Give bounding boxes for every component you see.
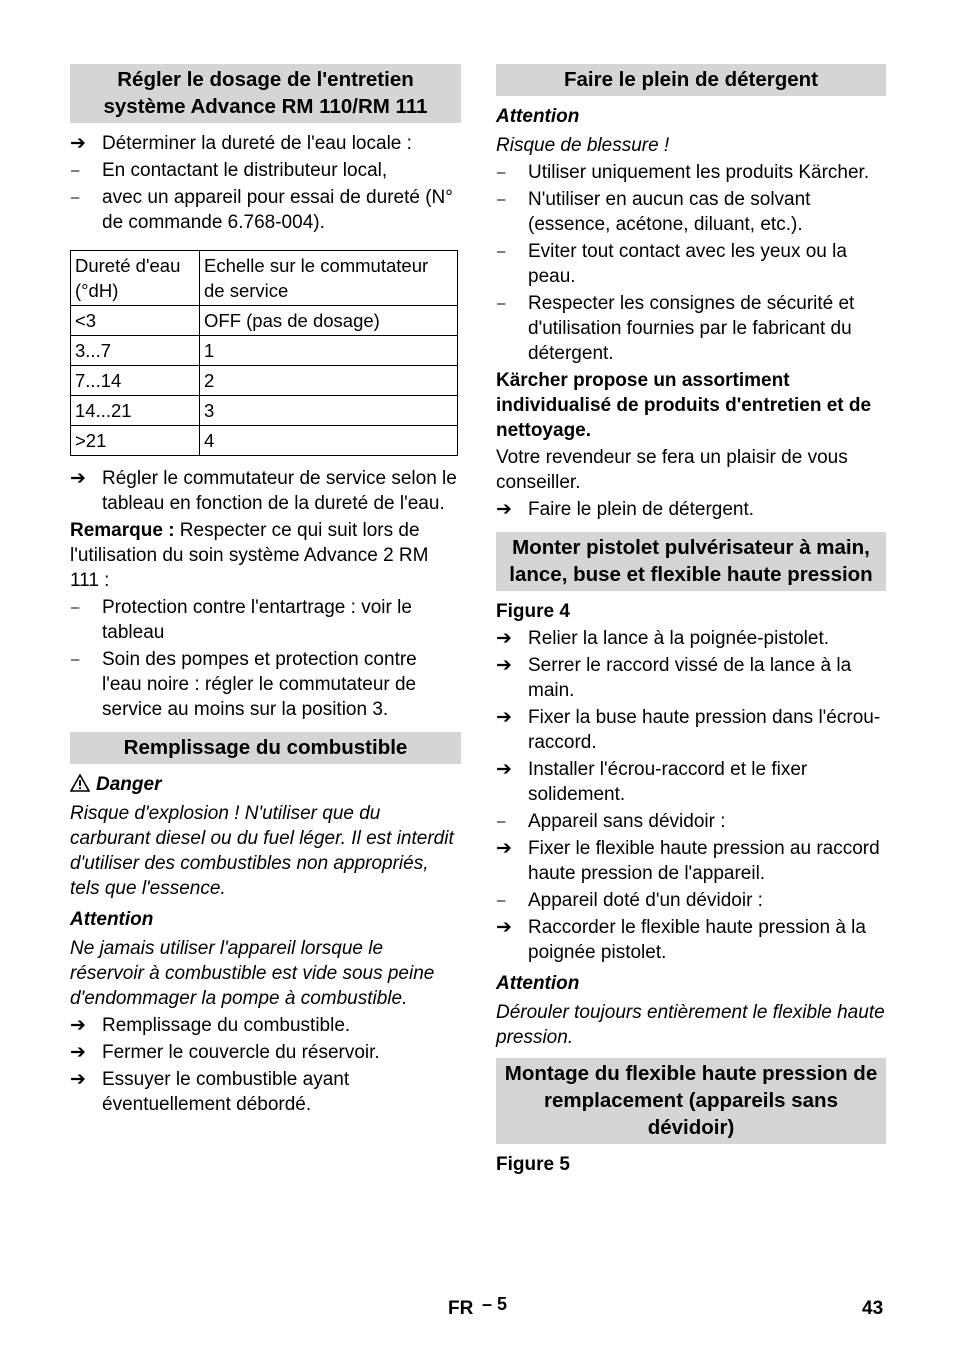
- list-item-text: Fermer le couvercle du réservoir.: [102, 1042, 380, 1063]
- list-item: [70, 1013, 461, 1038]
- warning-triangle-icon: [70, 774, 90, 792]
- list-item-text: Essuyer le combustible ayant éventuellement débordé.: [102, 1069, 350, 1115]
- footer-language: FR: [448, 1298, 474, 1319]
- dash-bullet-icon: –: [497, 295, 506, 312]
- figure-reference: Figure 5: [496, 1154, 570, 1175]
- arrow-icon: ➔: [496, 707, 512, 728]
- dash-bullet-icon: –: [497, 892, 506, 909]
- arrow-icon: ➔: [70, 133, 86, 154]
- remark-label: Remarque :: [70, 520, 175, 541]
- remark: [70, 518, 461, 593]
- table-row: [71, 366, 458, 396]
- dosage-steps: [70, 131, 461, 235]
- table-cell: 3: [200, 396, 458, 426]
- list-item: [496, 705, 886, 755]
- list-item-text: Remplissage du combustible.: [102, 1015, 351, 1036]
- arrow-icon: ➔: [496, 917, 512, 938]
- right-column: [496, 64, 886, 1179]
- table-cell: 4: [200, 426, 458, 456]
- arrow-icon: ➔: [496, 655, 512, 676]
- list-item: [70, 131, 461, 156]
- attention-list: [496, 160, 886, 366]
- table-cell: <3: [71, 306, 200, 336]
- dash-bullet-icon: –: [71, 651, 80, 668]
- list-item-text: Appareil sans dévidoir :: [528, 811, 726, 832]
- list-item-text: Eviter tout contact avec les yeux ou la peau.: [528, 241, 847, 287]
- fuel-steps: [70, 1013, 461, 1117]
- table-cell: OFF (pas de dosage): [200, 306, 458, 336]
- table-row: [71, 336, 458, 366]
- table-row: [71, 396, 458, 426]
- table-cell: Dureté d'eau (°dH): [71, 251, 200, 306]
- list-item-text: Respecter les consignes de sécurité et d'utilisation fournies par le fabricant du détergent.: [528, 293, 855, 364]
- list-item-text: En contactant le distributeur local,: [102, 160, 388, 181]
- danger-heading: [70, 772, 461, 797]
- list-item: [496, 915, 886, 965]
- list-item: [70, 185, 461, 235]
- danger-label: Danger: [96, 774, 162, 795]
- table-row: [71, 306, 458, 336]
- arrow-icon: ➔: [70, 1042, 86, 1063]
- danger-text: Risque d'explosion ! N'utiliser que du carburant diesel ou du fuel léger. Il est interdit d'utiliser des combustibles non appropriés, tels que l'essence.: [70, 803, 454, 899]
- step-item: ➔ Régler le commutateur de service selon le tableau en fonction de la dureté de l'eau.: [70, 468, 457, 514]
- section-heading-replacement-hose: Montage du flexible haute pression de remplacement (appareils sans dévidoir): [496, 1058, 886, 1144]
- attention-label: Attention: [70, 909, 154, 930]
- kaercher-paragraph: Kärcher propose un assortiment individualisé de produits d'entretien et de nettoyage.: [496, 370, 872, 441]
- list-item: [496, 626, 886, 651]
- arrow-icon: ➔: [70, 468, 86, 489]
- list-item-text: Protection contre l'entartrage : voir le tableau: [102, 597, 412, 643]
- section-heading-fuel: Remplissage du combustible: [70, 732, 461, 764]
- remark-list: [70, 595, 461, 722]
- list-item-text: avec un appareil pour essai de dureté (N° de commande 6.768-004).: [102, 187, 453, 233]
- page-number: 43: [862, 1298, 884, 1319]
- table-cell: 14...21: [71, 396, 200, 426]
- list-item-text: Raccorder le flexible haute pression à la poignée pistolet.: [528, 917, 866, 963]
- section-heading-detergent: Faire le plein de détergent: [496, 64, 886, 96]
- dealer-paragraph: Votre revendeur se fera un plaisir de vous conseiller.: [496, 447, 848, 493]
- list-item-text: Relier la lance à la poignée-pistolet.: [528, 628, 830, 649]
- list-item: [496, 653, 886, 703]
- list-item-text: Soin des pompes et protection contre l'eau noire : régler le commutateur de service au moins sur la position 3.: [102, 649, 417, 720]
- table-cell: 7...14: [71, 366, 200, 396]
- left-column: [70, 64, 461, 1119]
- table-cell: 2: [200, 366, 458, 396]
- arrow-icon: ➔: [496, 628, 512, 649]
- list-item-text: Fixer le flexible haute pression au raccord haute pression de l'appareil.: [528, 838, 880, 884]
- dash-bullet-icon: –: [497, 813, 506, 830]
- list-item: [496, 888, 886, 913]
- section-heading-dosage: Régler le dosage de l'entretien système Advance RM 110/RM 111: [70, 64, 461, 123]
- list-item: [496, 187, 886, 237]
- section-heading-assembly: Monter pistolet pulvérisateur à main, lance, buse et flexible haute pression: [496, 532, 886, 591]
- list-item: [496, 809, 886, 834]
- list-item-text: Fixer la buse haute pression dans l'écrou-raccord.: [528, 707, 881, 753]
- list-item: [496, 757, 886, 807]
- table-cell: Echelle sur le commutateur de service: [200, 251, 458, 306]
- attention-text: Risque de blessure !: [496, 135, 670, 156]
- list-item: [70, 647, 461, 722]
- figure-reference: Figure 4: [496, 601, 570, 622]
- arrow-icon: ➔: [70, 1015, 86, 1036]
- table-cell: 3...7: [71, 336, 200, 366]
- list-item: [496, 239, 886, 289]
- arrow-icon: ➔: [70, 1069, 86, 1090]
- dash-bullet-icon: –: [71, 162, 80, 179]
- arrow-icon: ➔: [496, 838, 512, 859]
- table-cell: 1: [200, 336, 458, 366]
- dash-bullet-icon: –: [497, 243, 506, 260]
- remark-text: Respecter ce qui suit lors de l'utilisation du soin système Advance 2 RM 111 :: [70, 520, 429, 591]
- table-row: [71, 426, 458, 456]
- list-item-text: N'utiliser en aucun cas de solvant (essence, acétone, diluant, etc.).: [528, 189, 811, 235]
- arrow-icon: ➔: [496, 759, 512, 780]
- list-item-text: Utiliser uniquement les produits Kärcher.: [528, 162, 870, 183]
- dash-bullet-icon: –: [71, 599, 80, 616]
- dash-bullet-icon: –: [497, 191, 506, 208]
- list-item: [70, 1067, 461, 1117]
- dash-bullet-icon: –: [497, 164, 506, 181]
- list-item: [496, 160, 886, 185]
- assembly-steps: [496, 626, 886, 965]
- list-item: [70, 1040, 461, 1065]
- attention-text: Ne jamais utiliser l'appareil lorsque le réservoir à combustible est vide sous peine d'endommager la pompe à combustible.: [70, 938, 435, 1009]
- list-item: [70, 158, 461, 183]
- attention-label: Attention: [496, 106, 580, 127]
- list-item: [496, 291, 886, 366]
- table-cell: >21: [71, 426, 200, 456]
- list-item-text: Installer l'écrou-raccord et le fixer solidement.: [528, 759, 808, 805]
- attention-label: Attention: [496, 973, 580, 994]
- arrow-icon: ➔: [496, 499, 512, 520]
- list-item: [70, 595, 461, 645]
- hardness-table: [70, 250, 458, 456]
- dash-bullet-icon: –: [71, 189, 80, 206]
- attention-text: Dérouler toujours entièrement le flexible haute pression.: [496, 1002, 885, 1048]
- list-item-text: Appareil doté d'un dévidoir :: [528, 890, 763, 911]
- list-item-text: Déterminer la dureté de l'eau locale :: [102, 133, 412, 154]
- footer-section: – 5: [482, 1294, 508, 1314]
- table-header-row: [71, 251, 458, 306]
- step-item: ➔ Faire le plein de détergent.: [496, 499, 755, 520]
- list-item: [496, 836, 886, 886]
- list-item-text: Serrer le raccord vissé de la lance à la main.: [528, 655, 852, 701]
